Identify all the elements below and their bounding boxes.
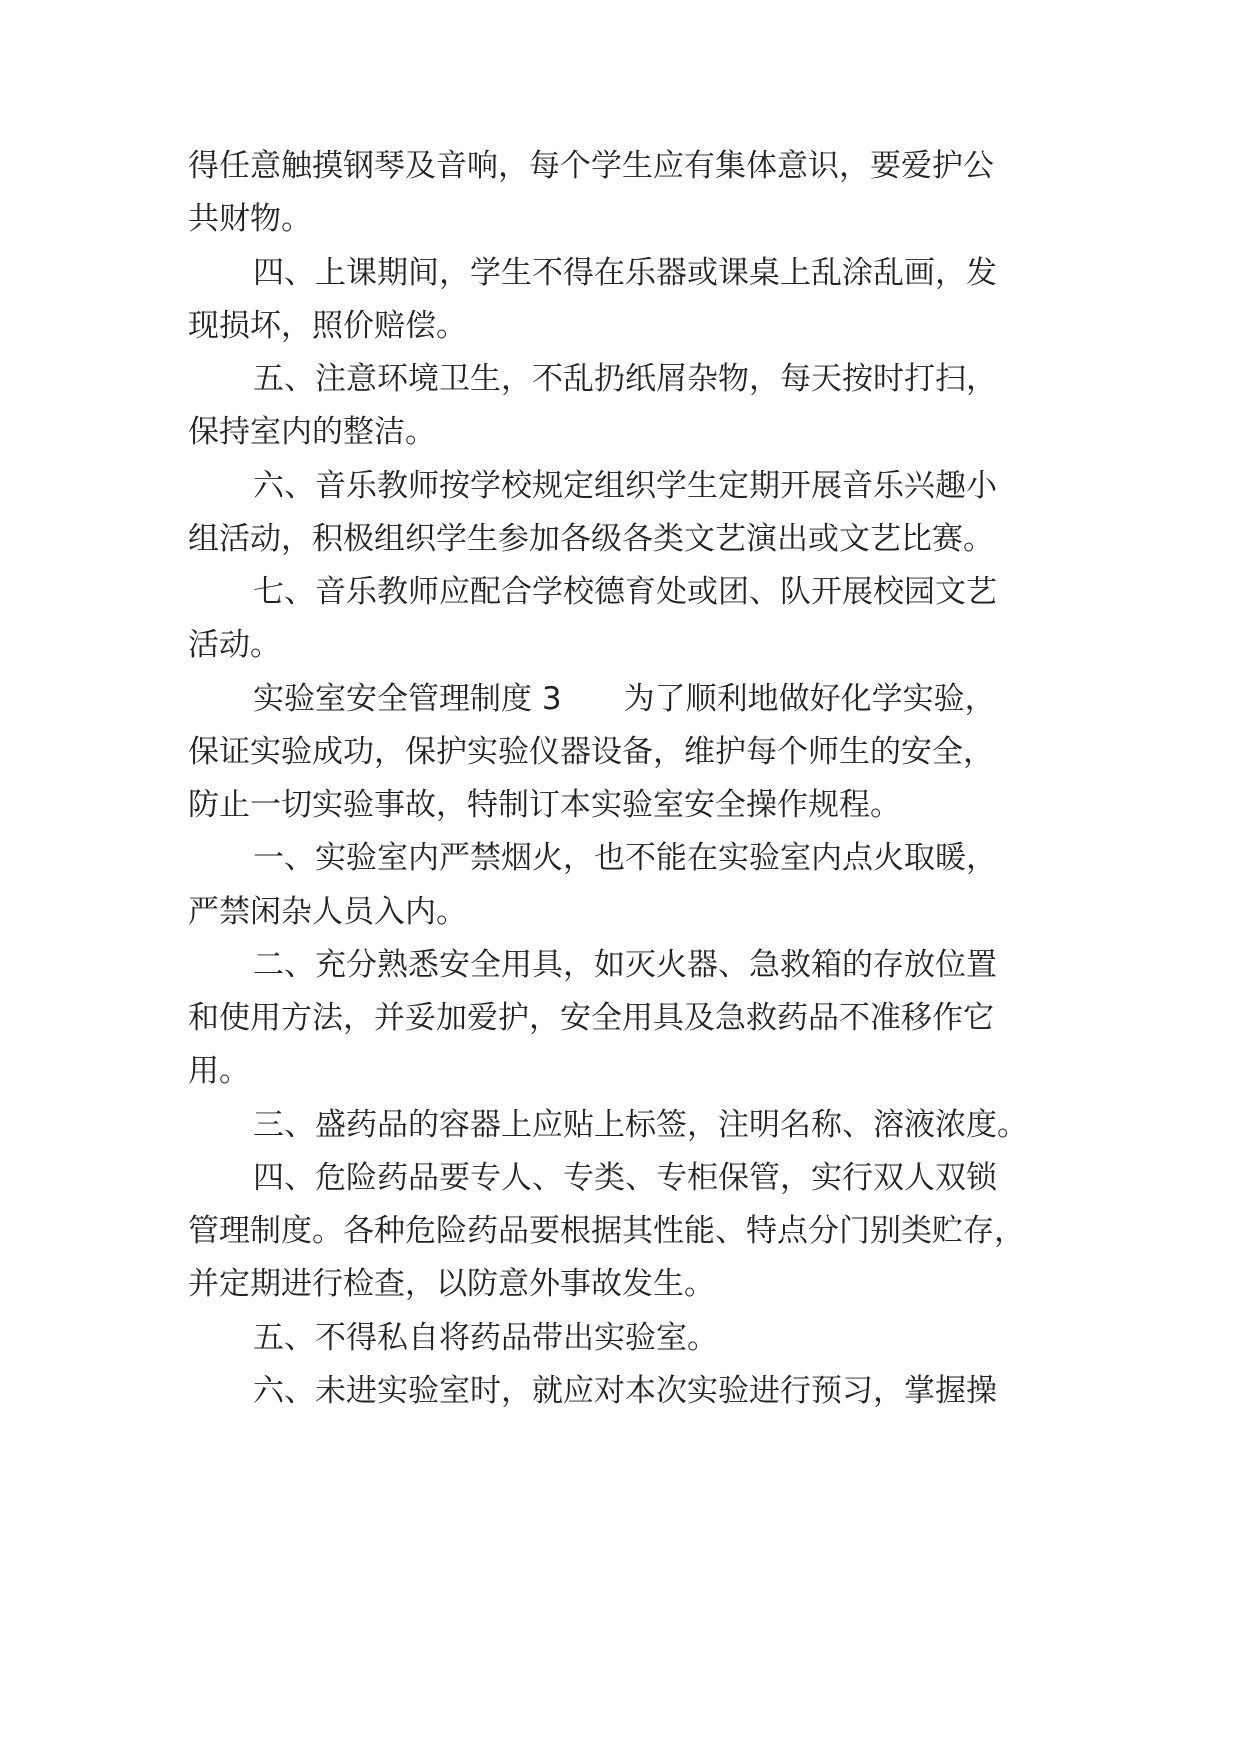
section-heading: 实验室安全管理制度 3	[253, 681, 562, 717]
text-line: 严禁闲杂人员入内。	[188, 894, 467, 930]
text-line: 保证实验成功，保护实验仪器设备，维护每个师生的安全，	[188, 734, 994, 770]
text-line: 五、不得私自将药品带出实验室。	[253, 1320, 718, 1356]
text-line: 六、音乐教师按学校规定组织学生定期开展音乐兴趣小	[253, 468, 997, 504]
text-line: 并定期进行检查，以防意外事故发生。	[188, 1266, 715, 1302]
text-line: 组活动，积极组织学生参加各级各类文艺演出或文艺比赛。	[188, 521, 994, 557]
text-line: 现损坏，照价赔偿。	[188, 308, 467, 344]
text-line: 管理制度。各种危险药品要根据其性能、特点分门别类贮存，	[188, 1213, 1025, 1249]
text-line: 保持室内的整洁。	[188, 414, 436, 450]
text-line: 和使用方法，并妥加爱护，安全用具及急救药品不准移作它	[188, 1000, 994, 1036]
text-line: 共财物。	[188, 201, 312, 237]
text-line: 三、盛药品的容器上应贴上标签，注明名称、溶液浓度。	[253, 1107, 1028, 1143]
text-line: 活动。	[188, 627, 281, 663]
text-line: 得任意触摸钢琴及音响，每个学生应有集体意识，要爱护公	[188, 148, 994, 184]
text-line: 防止一切实验事故，特制订本实验室安全操作规程。	[188, 787, 901, 823]
text-line: 七、音乐教师应配合学校德育处或团、队开展校园文艺	[253, 574, 997, 610]
text-line: 一、实验室内严禁烟火，也不能在实验室内点火取暖，	[253, 840, 997, 876]
section-heading-line	[253, 679, 996, 719]
text-line: 二、充分熟悉安全用具，如灭火器、急救箱的存放位置	[253, 947, 997, 983]
text-line: 五、注意环境卫生，不乱扔纸屑杂物，每天按时打扫，	[253, 361, 997, 397]
text-line: 用。	[188, 1053, 250, 1089]
text-line: 六、未进实验室时，就应对本次实验进行预习，掌握操	[253, 1373, 997, 1409]
text-line: 四、危险药品要专人、专类、专柜保管，实行双人双锁	[253, 1160, 997, 1196]
section-intro: 为了顺利地做好化学实验，	[623, 681, 996, 717]
text-line: 四、上课期间，学生不得在乐器或课桌上乱涂乱画，发	[253, 255, 997, 291]
